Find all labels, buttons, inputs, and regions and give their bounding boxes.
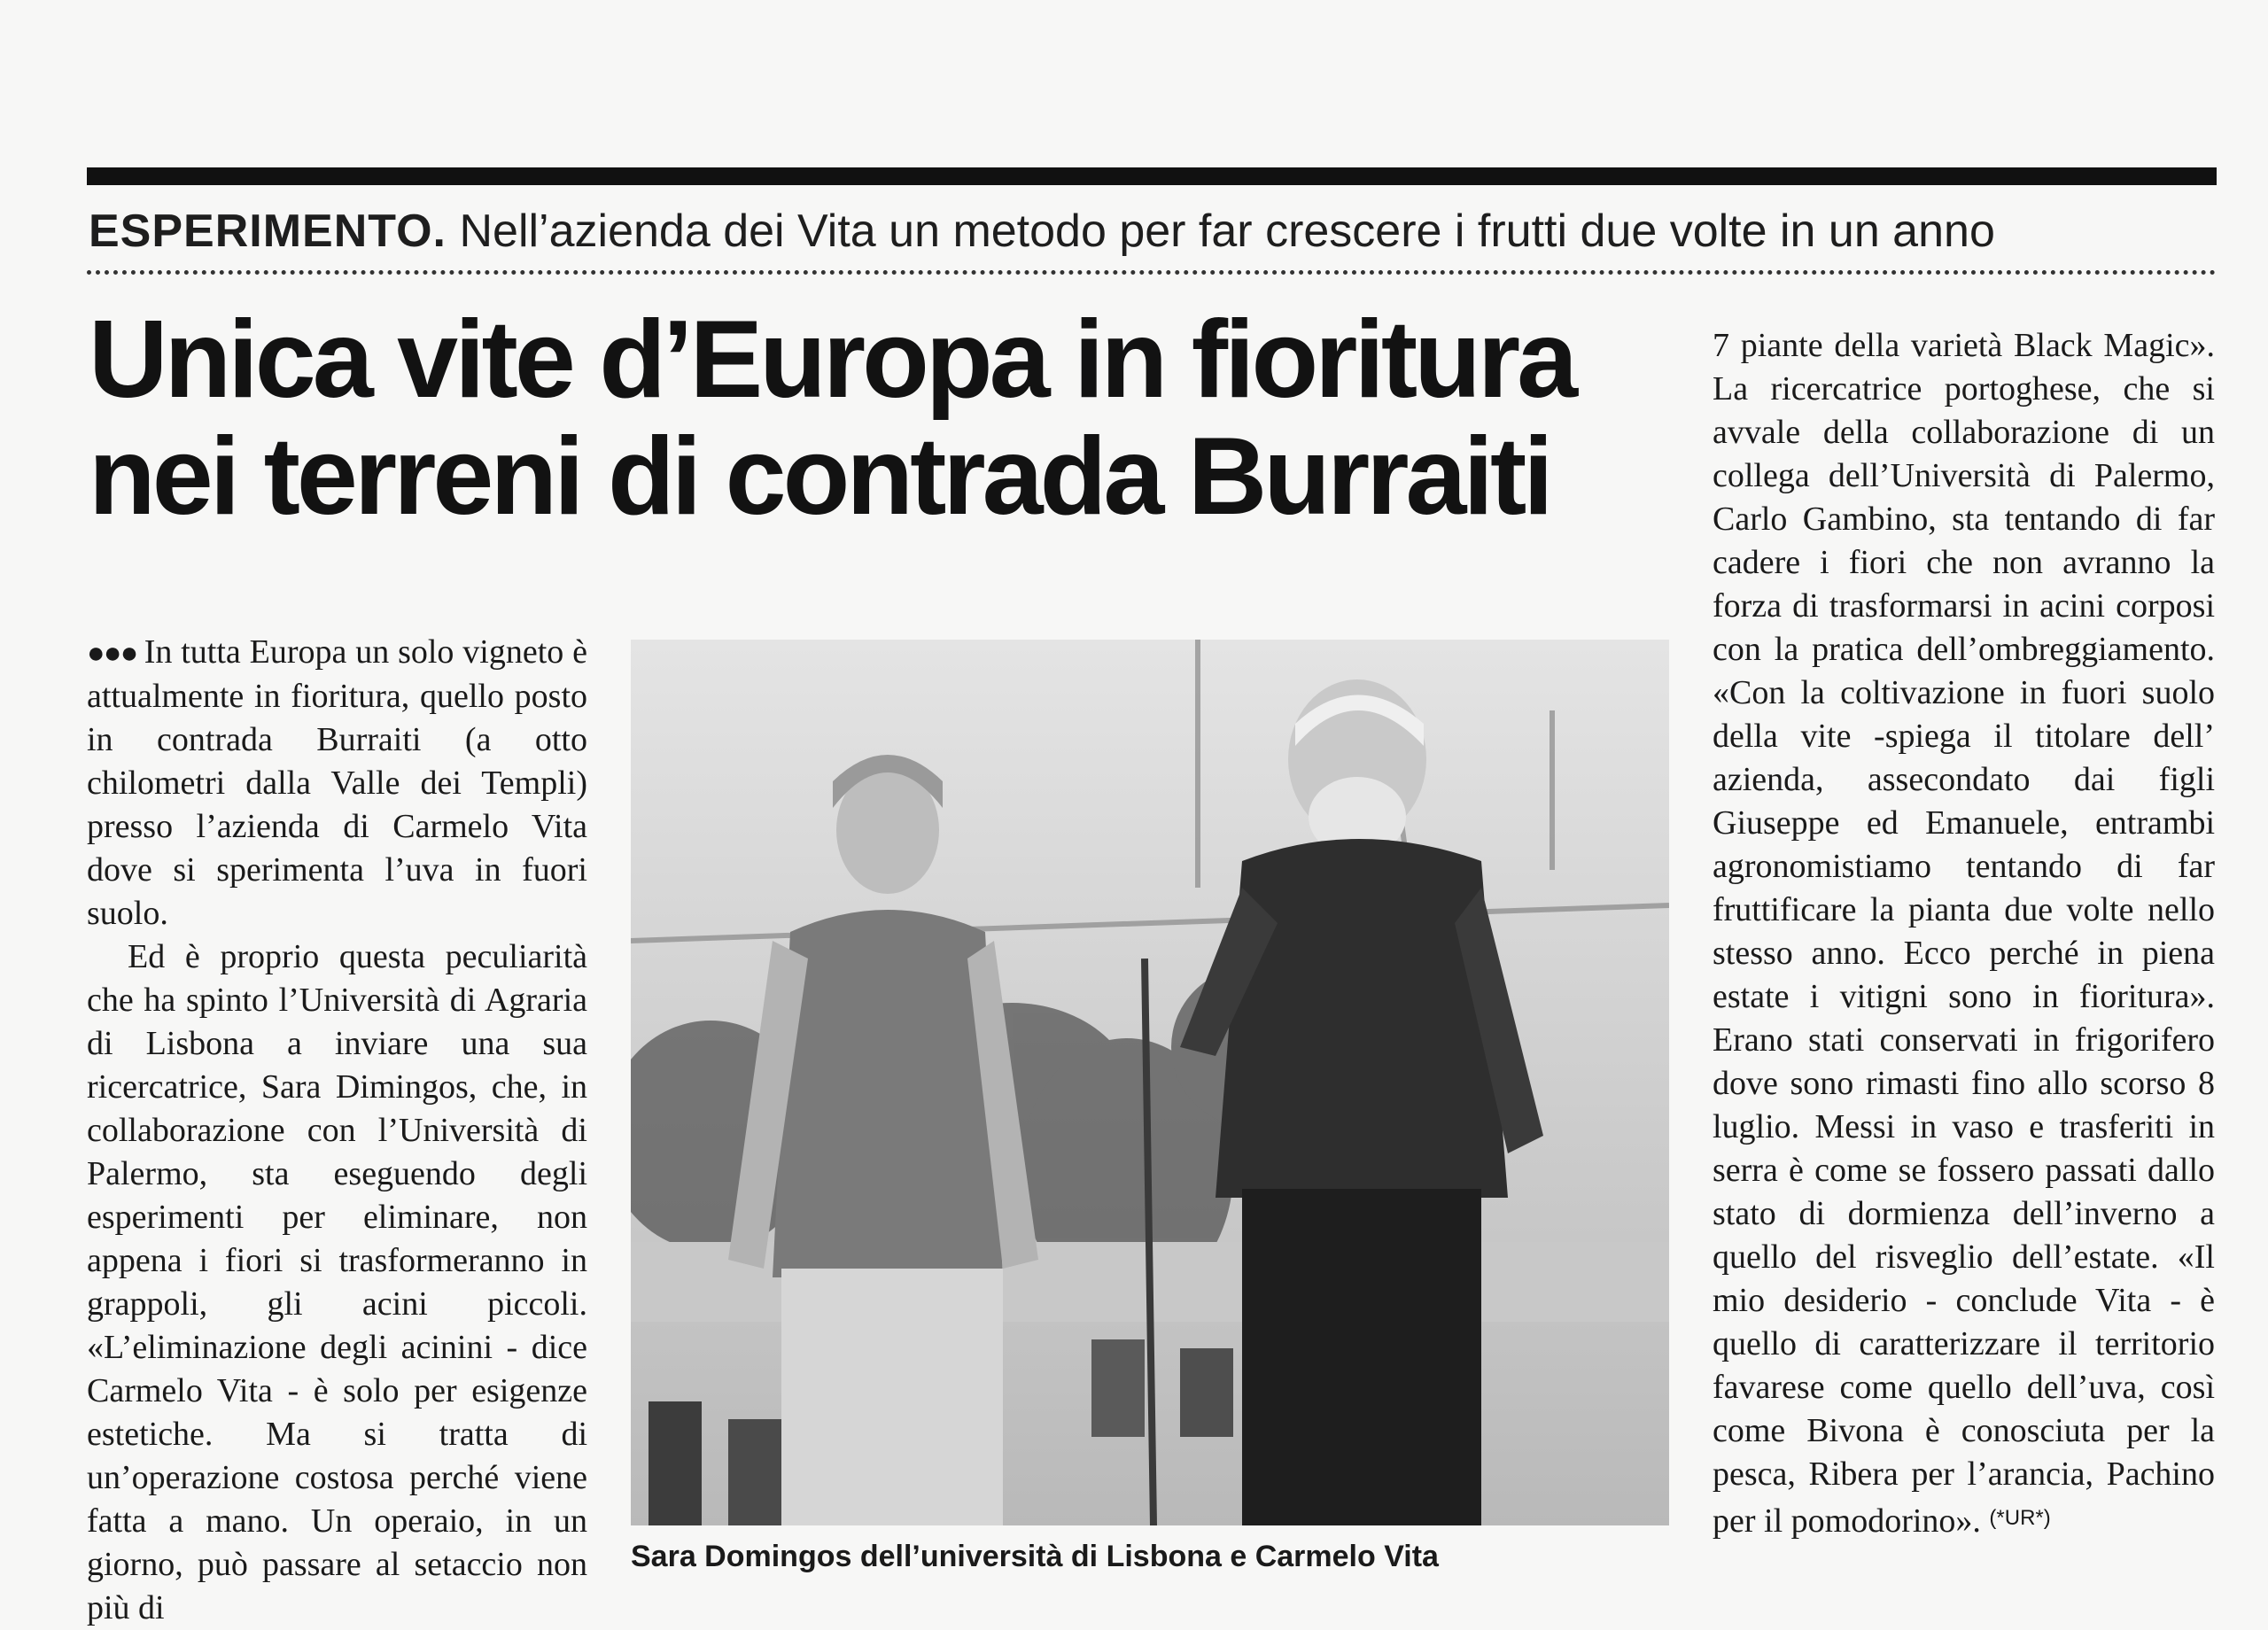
- kicker-text: Nell’azienda dei Vita un metodo per far crescere i frutti due volte in un anno: [459, 206, 1995, 257]
- author-signature: (*UR*): [1989, 1506, 2051, 1530]
- headline-line-2: nei terreni di contrada Burraiti: [89, 415, 1550, 538]
- article-photo: [631, 640, 1669, 1525]
- photo-illustration: [631, 640, 1669, 1525]
- kicker-tag: ESPERIMENTO.: [89, 206, 447, 257]
- paragraph-1: [87, 631, 587, 935]
- kicker: [89, 202, 2215, 260]
- paragraph-right-text: 7 piante della varietà Black Magic». La ricercatrice portoghese, che si avvale della collaborazione di un collega dell’Università di Palermo, Carlo Gambino, sta tentando di far cadere i fiori che non avranno la forza di trasformarsi in acini corposi con la pratica dell’ombreggiamento. «Con la coltivazione in fuori suolo della vite -spiega il titolare dell’ azienda, assecondato dai figli Giuseppe ed Emanuele, entrambi agronomistiamo tentando di far fruttificare la pianta due volte nello stesso anno. Ecco perché in piena estate i vitigni sono in fioritura». Erano stati conservati in frigorifero dove sono rimasti fino allo scorso 8 luglio. Messi in vaso e trasferiti in serra è come se fossero passati dallo stato di dormienza dell’inverno a quello del risveglio dell’estate. «Il mio desiderio - conclude Vita - è quello di caratterizzare il territorio favarese come quello dell’uva, così come Bivona è conosciuta per la pesca, Ribera per l’arancia, Pachino per il pomodorino».: [1713, 327, 2215, 1540]
- headline-line-1: Unica vite d’Europa in fioritura: [89, 299, 1575, 421]
- photo-caption: Sara Domingos dell’università di Lisbona e Carmelo Vita: [631, 1540, 1439, 1573]
- paragraph-2: Ed è proprio questa peculiarità che ha spinto l’Università di Agraria di Lisbona a inviare una sua ricercatrice, Sara Dimingos, che, in collaborazione con l’Università di Palermo, sta eseguendo degli esperimenti per eliminare, non appena i fiori si trasformeranno in grappoli, gli acini piccoli. «L’eliminazione degli acinini - dice Carmelo Vita - è solo per esigenze estetiche. Ma si tratta di un’operazione costosa perché viene fatta a mano. Un operaio, in un giorno, può passare al setaccio non più di: [87, 938, 587, 1626]
- article-column-right: [1713, 324, 2215, 1543]
- top-rule: [87, 167, 2217, 185]
- article-column-left: [87, 631, 587, 1630]
- paragraph-right: [1713, 324, 2215, 1543]
- bullets-icon: ●●●: [87, 637, 137, 670]
- headline: [89, 299, 1683, 538]
- dotted-rule: [87, 270, 2217, 275]
- paragraph-1-text: In tutta Europa un solo vigneto è attualmente in fioritura, quello posto in contrada Burraiti (a otto chilometri dalla Valle dei Templi) presso l’azienda di Carmelo Vita dove si sperimenta l’uva in fuori suolo.: [87, 633, 587, 932]
